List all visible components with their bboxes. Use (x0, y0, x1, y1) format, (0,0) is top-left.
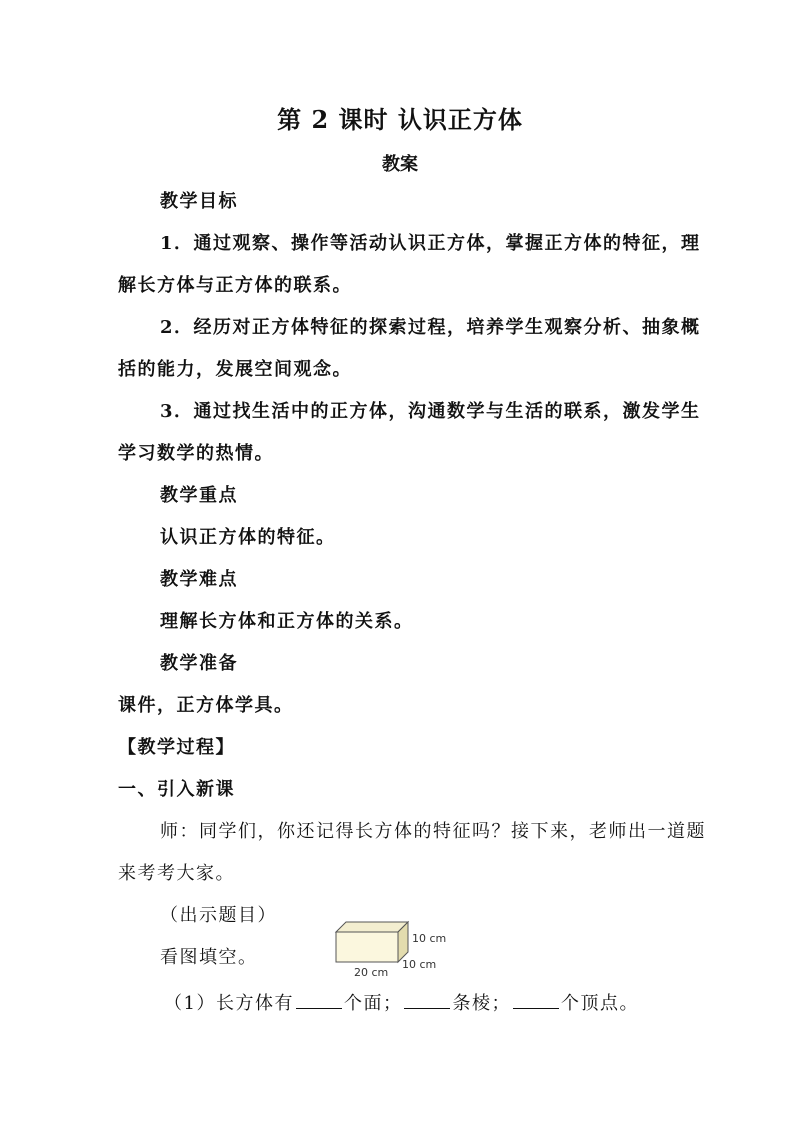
width-label: 10 cm (402, 958, 437, 971)
goal-2-line-1: 2．经历对正方体特征的探索过程，培养学生观察分析、抽象概 (160, 317, 701, 338)
question-1-part-1: 个面； (343, 993, 403, 1014)
question-1-part-3: 个顶点。 (560, 993, 639, 1014)
difficulty-heading: 教学难点 (160, 569, 238, 590)
length-label: 20 cm (354, 966, 389, 979)
key-points-heading: 教学重点 (160, 485, 238, 506)
blank-vertices[interactable] (513, 990, 559, 1009)
question-1-prefix: （1）长方体有 (164, 993, 294, 1014)
goal-2-line-2: 括的能力，发展空间观念。 (118, 359, 352, 380)
question-1 (164, 990, 639, 1016)
key-points-text: 认识正方体的特征。 (160, 527, 336, 548)
cuboid-drawing (332, 918, 472, 982)
teacher-line-1: 师：同学们，你还记得长方体的特征吗？接下来，老师出一道题 (160, 821, 706, 842)
page-subtitle: 教案 (382, 154, 418, 175)
fill-in-instruction: 看图填空。 (160, 947, 258, 968)
blank-edges[interactable] (404, 990, 450, 1009)
goal-3-line-2: 学习数学的热情。 (118, 443, 274, 464)
goal-1-line-2: 解长方体与正方体的联系。 (118, 275, 352, 296)
height-label: 10 cm (412, 932, 447, 945)
question-1-part-2: 条棱； (452, 993, 511, 1014)
process-heading: 【教学过程】 (118, 737, 235, 758)
show-question-text: （出示题目） (160, 905, 277, 926)
teacher-line-2: 来考考大家。 (118, 863, 235, 884)
preparation-heading: 教学准备 (160, 653, 238, 674)
section-1-heading: 一、引入新课 (118, 779, 235, 800)
goal-3-line-1: 3．通过找生活中的正方体，沟通数学与生活的联系，激发学生 (160, 401, 701, 422)
goals-heading: 教学目标 (160, 191, 238, 212)
cuboid-figure (332, 918, 472, 982)
difficulty-text: 理解长方体和正方体的关系。 (160, 611, 414, 632)
blank-faces[interactable] (296, 990, 342, 1009)
page-title: 第 2 课时 认识正方体 (277, 105, 523, 134)
preparation-text: 课件，正方体学具。 (118, 695, 294, 716)
goal-1-line-1: 1．通过观察、操作等活动认识正方体，掌握正方体的特征，理 (160, 233, 701, 254)
